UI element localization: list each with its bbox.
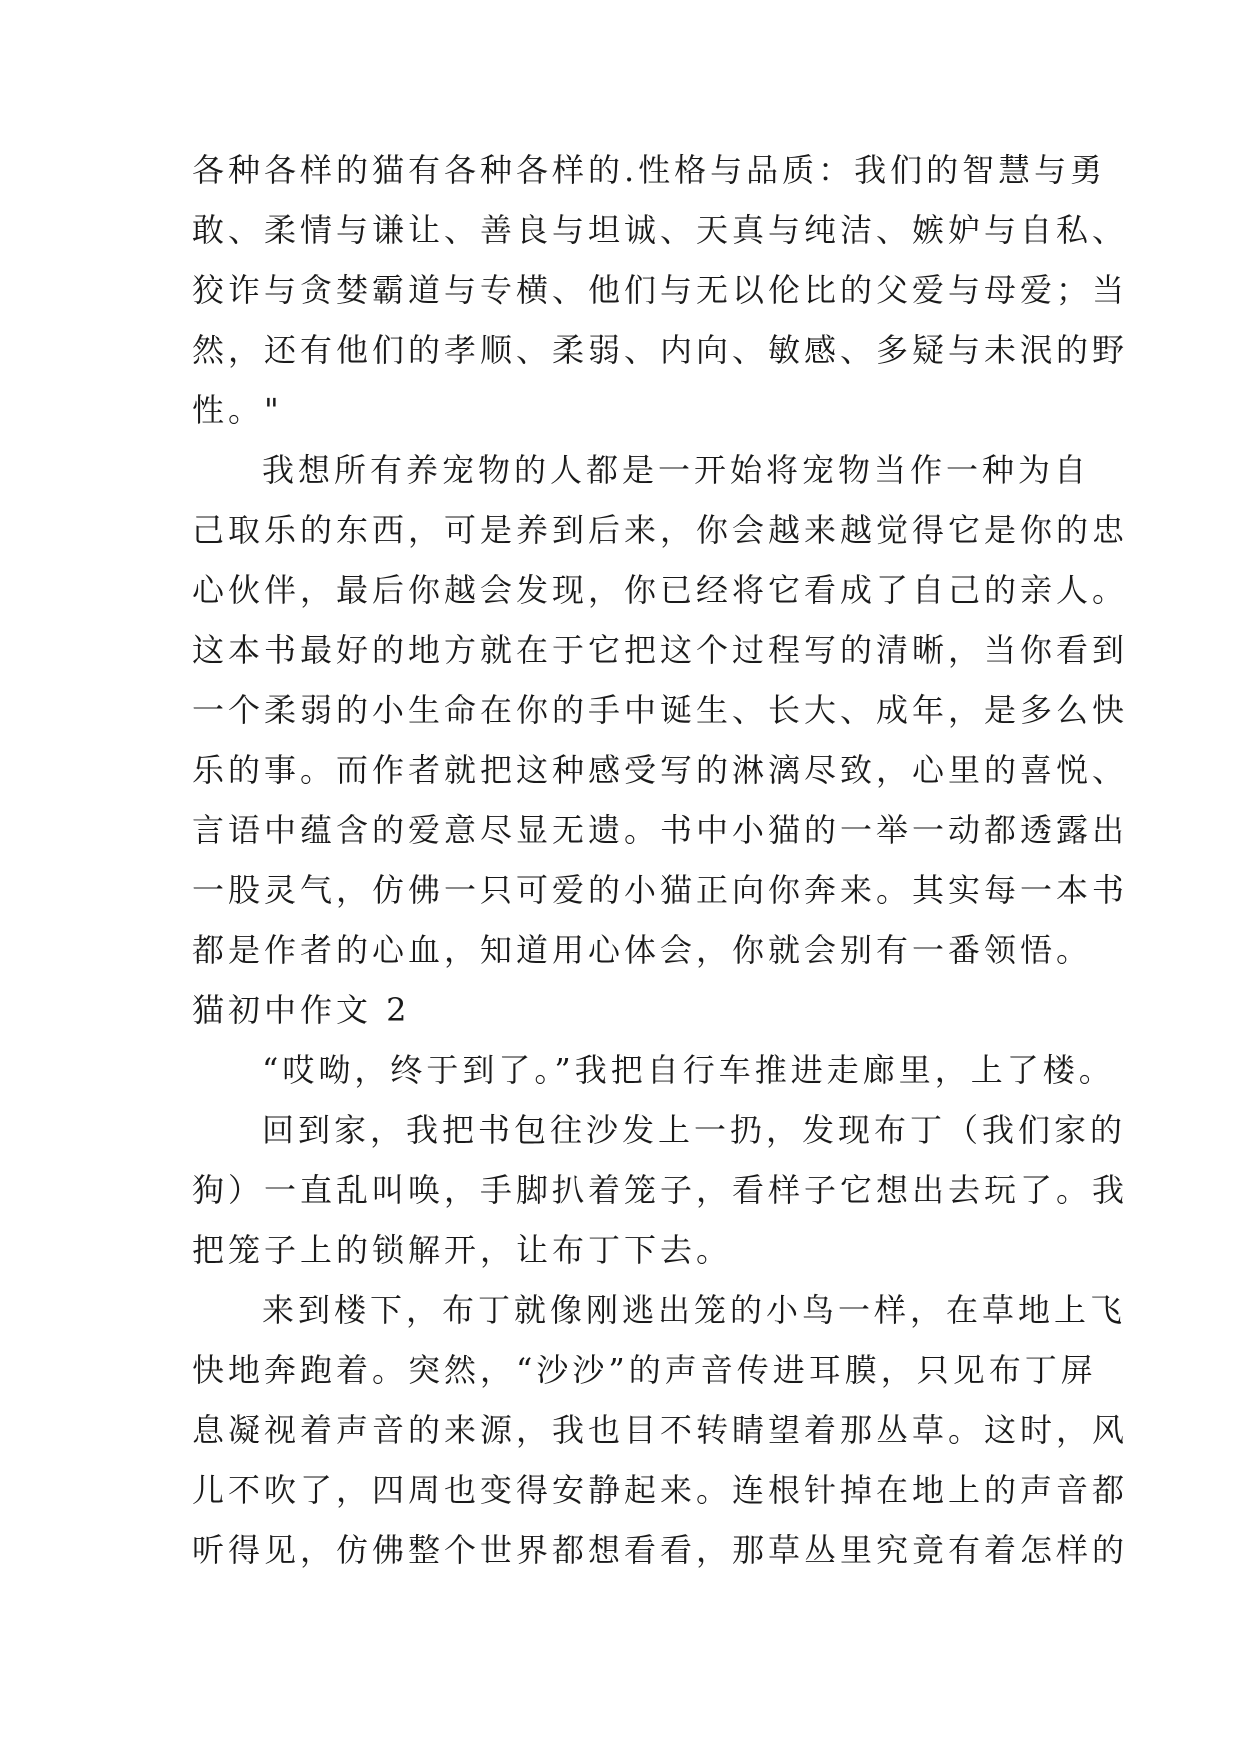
text-line: 性。" <box>192 391 283 429</box>
text-line: 狗）一直乱叫唤，手脚扒着笼子，看样子它想出去玩了。我 <box>192 1171 1129 1209</box>
text-line: “哎呦，终于到了。”我把自行车推进走廊里，上了楼。 <box>262 1051 1115 1089</box>
text-line: 一股灵气，仿佛一只可爱的小猫正向你奔来。其实每一本书 <box>192 871 1129 909</box>
text-line: 息凝视着声音的来源，我也目不转睛望着那丛草。这时，风 <box>192 1411 1129 1449</box>
text-line: 这本书最好的地方就在于它把这个过程写的清晰，当你看到 <box>192 631 1129 669</box>
text-line: 各种各样的猫有各种各样的.性格与品质：我们的智慧与勇 <box>192 151 1107 189</box>
text-line: 猫初中作文 2 <box>192 991 411 1029</box>
text-line: 一个柔弱的小生命在你的手中诞生、长大、成年，是多么快 <box>192 691 1129 729</box>
text-line: 快地奔跑着。突然，“沙沙”的声音传进耳膜，只见布丁屏 <box>192 1351 1097 1389</box>
text-line: 己取乐的东西，可是养到后来，你会越来越觉得它是你的忠 <box>192 511 1129 549</box>
text-line: 来到楼下，布丁就像刚逃出笼的小鸟一样，在草地上飞 <box>262 1291 1127 1329</box>
text-line: 然，还有他们的孝顺、柔弱、内向、敏感、多疑与未泯的野 <box>192 331 1129 369</box>
text-line: 把笼子上的锁解开，让布丁下去。 <box>192 1231 733 1269</box>
text-line: 言语中蕴含的爱意尽显无遗。书中小猫的一举一动都透露出 <box>192 811 1129 849</box>
document-body <box>192 140 1129 1580</box>
text-line: 听得见，仿佛整个世界都想看看，那草丛里究竟有着怎样的 <box>192 1531 1129 1569</box>
text-line: 心伙伴，最后你越会发现，你已经将它看成了自己的亲人。 <box>192 571 1129 609</box>
text-line: 狡诈与贪婪霸道与专横、他们与无以伦比的父爱与母爱；当 <box>192 271 1129 309</box>
text-line: 敢、柔情与谦让、善良与坦诚、天真与纯洁、嫉妒与自私、 <box>192 211 1129 249</box>
text-line: 回到家，我把书包往沙发上一扔，发现布丁（我们家的 <box>262 1111 1127 1149</box>
text-line: 乐的事。而作者就把这种感受写的淋漓尽致，心里的喜悦、 <box>192 751 1129 789</box>
text-line: 儿不吹了，四周也变得安静起来。连根针掉在地上的声音都 <box>192 1471 1129 1509</box>
text-line: 都是作者的心血，知道用心体会，你就会别有一番领悟。 <box>192 931 1093 969</box>
text-line: 我想所有养宠物的人都是一开始将宠物当作一种为自 <box>262 451 1091 489</box>
